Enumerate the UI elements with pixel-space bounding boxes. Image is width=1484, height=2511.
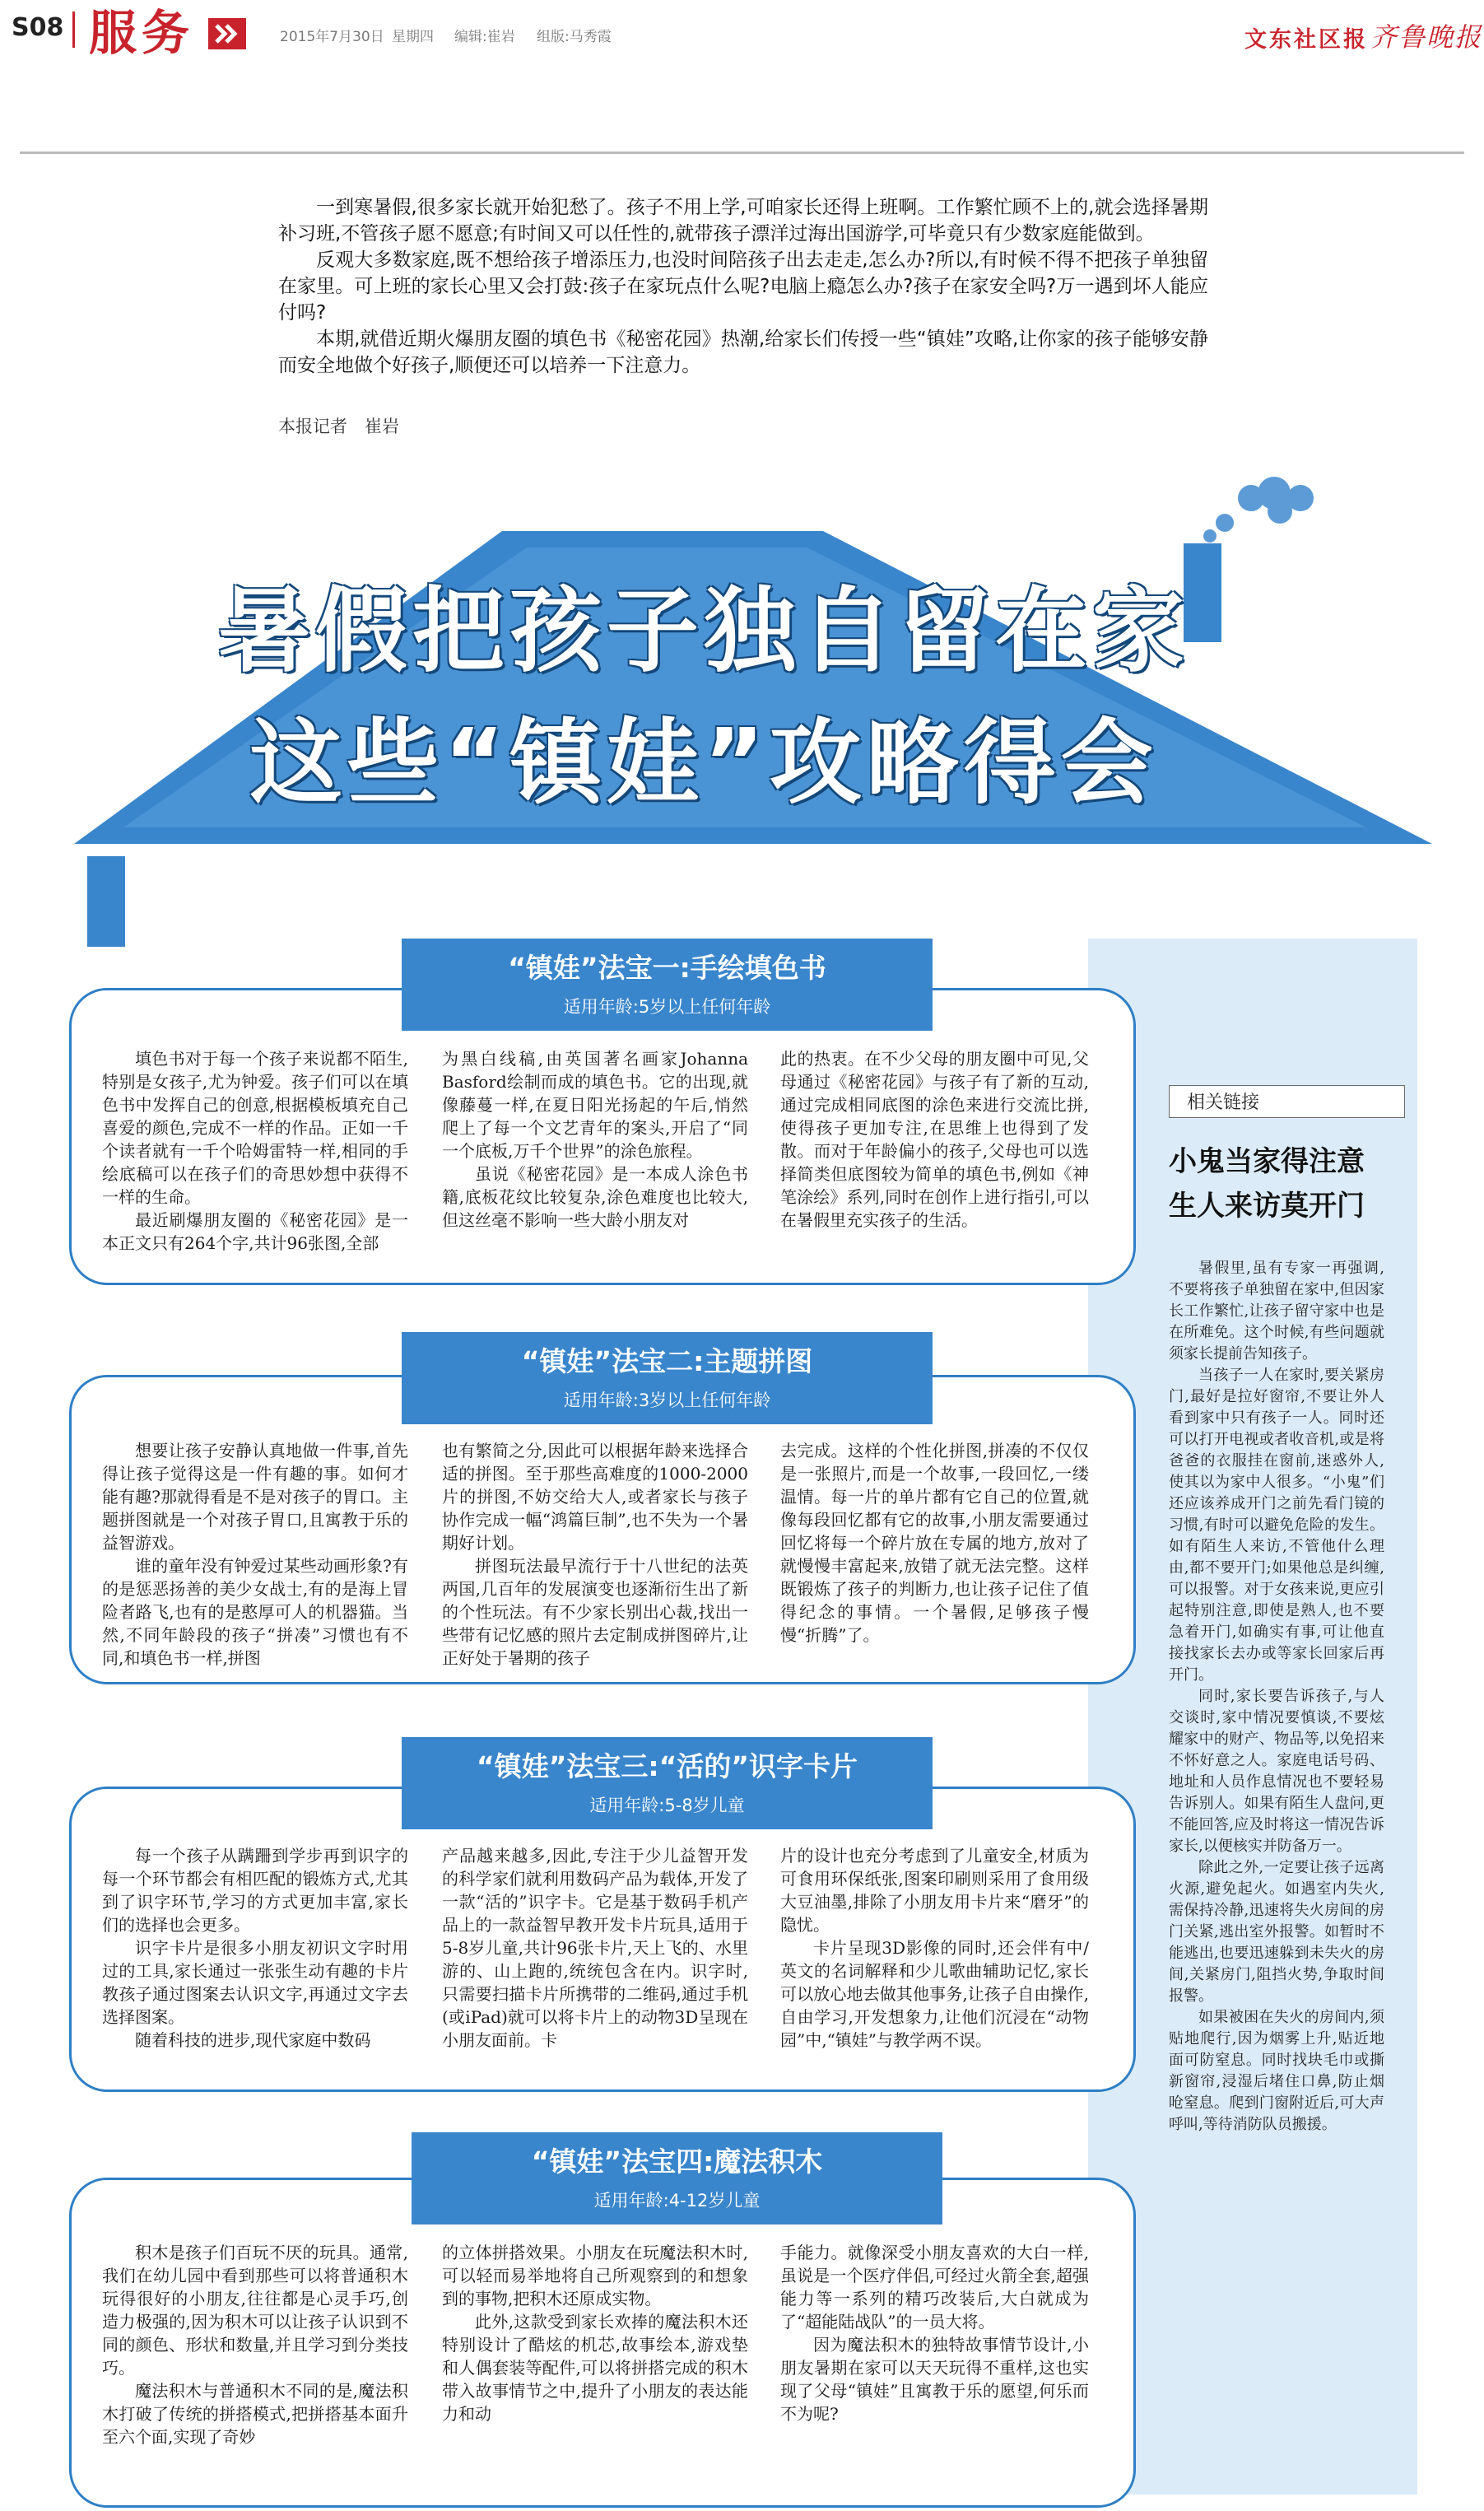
sidebar-body <box>1169 1258 1384 2136</box>
body-paragraph: 拼图玩法最早流行于十八世纪的法英两国,几百年的发展演变也逐渐衍生出了新的个性玩法。有不少家长别出心裁,找出一些带有记忆感的照片去定制成拼图碎片,让正好处于暑期的孩子 <box>442 1556 748 1668</box>
smoke-puff <box>1203 529 1217 543</box>
body-paragraph: 也有繁简之分,因此可以根据年龄来选择合适的拼图。至于那些高难度的1000-2000片的拼图,不妨交给大人,或者家长与孩子协作完成一幅“鸿篇巨制”,也不失为一个暑期好计划。 <box>442 1441 748 1553</box>
headline-line-1: 暑假把孩子独自留在家 <box>218 578 1189 685</box>
section-2-column-3 <box>780 1439 1089 1647</box>
section-1-column-1 <box>102 1047 408 1255</box>
sidebar-title-line: 生人来访莫开门 <box>1169 1190 1365 1223</box>
body-paragraph: 此外,这款受到家长欢捧的魔法积木还特别设计了酷炫的机芯,故事绘本,游戏垫和人偶套装等配件,可以将拼搭完成的积木带入故事情节之中,提升了小朋友的表达能力和动 <box>442 2312 748 2424</box>
body-paragraph: 识字卡片是很多小朋友初识文字时用过的工具,家长通过一张张生动有趣的卡片教孩子通过图案去认识文字,再通过文字去选择图案。 <box>102 1938 408 2027</box>
body-paragraph: 去完成。这样的个性化拼图,拼凑的不仅仅是一张照片,而是一个故事,一段回忆,一缕温情。每一片的单片都有它自己的位置,就像每段回忆都有它的故事,小朋友需要通过回忆将每一个碎片放在专属的地方,放对了就慢慢丰富起来,放错了就无法完整。这样既锻炼了孩子的判断力,也让孩子记住了值得纪念的事情。一个暑假,足够孩子慢慢“折腾”了。 <box>780 1441 1089 1645</box>
section-2-column-1 <box>102 1439 408 1670</box>
headline-line-2: 这些“镇娃”攻略得会 <box>249 710 1158 817</box>
body-paragraph: 最近刷爆朋友圈的《秘密花园》是一本正文只有264个字,共计96张图,全部 <box>102 1210 408 1253</box>
smoke-puff <box>1216 514 1234 532</box>
intro-paragraph: 一到寒暑假,很多家长就开始犯愁了。孩子不用上学,可咱家长还得上班啊。工作繁忙顾不上的,就会选择暑期补习班,不管孩子愿不愿意;有时间又可以任性的,就带孩子漂洋过海出国游学,可毕竟只有少数家庭能做到。 <box>278 197 1208 245</box>
section-3-column-3 <box>780 1844 1089 2052</box>
body-paragraph: 随着科技的进步,现代家庭中数码 <box>135 2030 371 2050</box>
section-3-column-1 <box>102 1844 408 2052</box>
sidebar-title <box>1169 1139 1407 1228</box>
double-chevron-icon <box>208 18 246 49</box>
body-paragraph: 想要让孩子安静认真地做一件事,首先得让孩子觉得这是一件有趣的事。如何才能有趣?那就得看是不是对孩子的胃口。主题拼图就是一个对孩子胃口,且寓教于乐的益智游戏。 <box>102 1441 408 1553</box>
sidebar-paragraph: 当孩子一人在家时,要关紧房门,最好是拉好窗帘,不要让外人看到家中只有孩子一人。同时还可以打开电视或者收音机,或是将爸爸的衣服挂在窗前,迷惑外人,使其以为家中人很多。“小鬼”们还应该养成开门之前先看门镜的习惯,有时可以避免危险的发生。如有陌生人来访,不管他什么理由,都不要开门;如果他总是纠缠,可以报警。对于女孩来说,更应引起特别注意,即使是熟人,也不要急着开门,如确实有事,可让他直接找家长去办或等家长回家后再开门。 <box>1169 1367 1384 1684</box>
body-paragraph: 手能力。就像深受小朋友喜欢的大白一样,虽说是一个医疗伴侣,可经过火箭全套,超强能力等一系列的精巧改装后,大白就成为了“超能陆战队”的一员大将。 <box>780 2243 1089 2332</box>
byline: 本报记者 崔岩 <box>278 417 399 436</box>
header-divider <box>72 12 75 48</box>
sidebar-paragraph: 同时,家长要告诉孩子,与人交谈时,家中情况要慎谈,不要炫耀家中的财产、物品等,以免招来不怀好意之人。家庭电话号码、地址和人员作息情况也不要轻易告诉别人。如果有陌生人盘问,更不能回答,应及时将这一情况告诉家长,以便核实并防备万一。 <box>1169 1688 1384 1855</box>
section-1-column-2 <box>442 1047 748 1232</box>
body-paragraph: 魔法积木与普通积木不同的是,魔法积木打破了传统的拼搭模式,把拼搭基本面升至六个面,实现了奇妙 <box>102 2381 408 2447</box>
intro-paragraph: 本期,就借近期火爆朋友圈的填色书《秘密花园》热潮,给家长们传授一些“镇娃”攻略,让你家的孩子能够安静而安全地做个好孩子,顺便还可以培养一下注意力。 <box>278 328 1208 376</box>
body-paragraph: 填色书对于每一个孩子来说都不陌生,特别是女孩子,尤为钟爱。孩子们可以在填色书中发挥自己的创意,根据模板填充自己喜爱的颜色,完成不一样的作品。正如一千个读者就有一千个哈姆雷特一样,相同的手绘底稿可以在孩子们的奇思妙想中获得不一样的生命。 <box>102 1049 408 1207</box>
sidebar-paragraph: 除此之外,一定要让孩子远离火源,避免起火。如遇室内失火,需保持冷静,迅速将失火房间的房门关紧,逃出室外报警。如暂时不能逃出,也要迅速躲到未失火的房间,关紧房门,阻挡火势,争取时间报警。 <box>1169 1859 1384 2005</box>
header-rule <box>20 151 1464 154</box>
body-paragraph: 积木是孩子们百玩不厌的玩具。通常,我们在幼儿园中看到那些可以将普通积木玩得很好的小朋友,往往都是心灵手巧,创造力极强的,因为积木可以让孩子认识到不同的颜色、形状和数量,并且学习到分类技巧。 <box>102 2243 408 2378</box>
body-paragraph: 卡片呈现3D影像的同时,还会伴有中/英文的名词解释和少儿歌曲辅助记忆,家长可以放心地去做其他事务,让孩子自由操作,自由学习,开发想象力,让他们沉浸在“动物园”中,“镇娃”与教学两不误。 <box>780 1938 1089 2050</box>
issue-weekday: 星期四 <box>392 29 434 45</box>
section-2-age: 适用年龄:3岁以上任何年龄 <box>563 1391 771 1410</box>
layout-credit: 组版:马秀霞 <box>537 29 612 45</box>
house-wall-left <box>87 856 125 947</box>
section-2-column-2 <box>442 1439 748 1670</box>
page-number: S08 <box>12 13 64 42</box>
intro-text <box>278 194 1208 379</box>
body-paragraph: 片的设计也充分考虑到了儿童安全,材质为可食用环保纸张,图案印刷则采用了食用级大豆油墨,排除了小朋友用卡片来“磨牙”的隐忧。 <box>780 1846 1089 1935</box>
section-4-column-1 <box>102 2241 408 2448</box>
sidebar-title-line: 小鬼当家得注意 <box>1169 1145 1365 1178</box>
smoke-puff <box>1268 499 1292 524</box>
sidebar-paragraph: 如果被困在失火的房间内,须贴地爬行,因为烟雾上升,贴近地面可防窒息。同时找块毛巾或撕新窗帘,浸湿后堵住口鼻,防止烟呛窒息。爬到门窗附近后,可大声呼叫,等待消防队员搬援。 <box>1169 2009 1384 2133</box>
section-4-age: 适用年龄:4-12岁儿童 <box>593 2191 761 2211</box>
body-paragraph: 虽说《秘密花园》是一本成人涂色书籍,底板花纹比较复杂,涂色难度也比较大,但这丝毫不影响一些大龄小朋友对 <box>442 1164 748 1230</box>
section-4-column-3 <box>780 2241 1089 2425</box>
body-paragraph: 此的热衷。在不少父母的朋友圈中可见,父母通过《秘密花园》与孩子有了新的互动,通过完成相同底图的涂色来进行交流比拼,使得孩子更加专注,在思维上也得到了发散。而对于年龄偏小的孩子,父母也可以选择简类但底图较为简单的填色书,例如《神笔涂绘》系列,同时在创作上进行指引,可以在暑假里充实孩子的生活。 <box>780 1049 1089 1230</box>
section-1-age: 适用年龄:5岁以上任何年龄 <box>563 997 771 1017</box>
section-3-age: 适用年龄:5-8岁儿童 <box>589 1796 745 1815</box>
section-1-column-3 <box>780 1047 1089 1232</box>
section-1-title: “镇娃”法宝一:手绘填色书 <box>508 952 826 984</box>
body-paragraph: 谁的童年没有钟爱过某些动画形象?有的是惩恶扬善的美少女战士,有的是海上冒险者路飞,也有的是憨厚可人的机器猫。当然,不同年龄段的孩子“拼凑”习惯也有不同,和填色书一样,拼图 <box>102 1556 408 1668</box>
section-3-column-2 <box>442 1844 748 2052</box>
newspaper-logo: 齐鲁晚报 <box>1370 21 1483 53</box>
intro-paragraph: 反观大多数家庭,既不想给孩子增添压力,也没时间陪孩子出去走走,怎么办?所以,有时候不得不把孩子单独留在家里。可上班的家长心里又会打鼓:孩子在家玩点什么呢?电脑上瘾怎么办?孩子在家安全吗?万一遇到坏人能应付吗? <box>278 249 1208 324</box>
section-title: 服务 <box>89 5 195 61</box>
body-paragraph: 为黑白线稿,由英国著名画家Johanna Basford绘制而成的填色书。它的出现,就像藤蔓一样,在夏日阳光扬起的午后,悄然爬上了每一个文艺青年的案头,开启了“同一个底板,万千个世界”的涂色旅程。 <box>442 1049 748 1161</box>
community-brand: 文东社区报 <box>1244 27 1368 53</box>
section-2-title: “镇娃”法宝二:主题拼图 <box>521 1345 813 1377</box>
issue-date: 2015年7月30日 <box>280 29 384 45</box>
body-paragraph: 因为魔法积木的独特故事情节设计,小朋友暑期在家可以天天玩得不重样,这也实现了父母“镇娃”且寓教于乐的愿望,何乐而不为呢? <box>780 2335 1089 2424</box>
sidebar-paragraph: 暑假里,虽有专家一再强调,不要将孩子单独留在家中,但因家长工作繁忙,让孩子留守家中也是在所难免。这个时候,有些问题就须家长提前告知孩子。 <box>1169 1260 1384 1363</box>
body-paragraph: 的立体拼搭效果。小朋友在玩魔法积木时,可以轻而易举地将自己所观察到的和想象到的事物,把积木还原成实物。 <box>442 2243 748 2308</box>
section-4-column-2 <box>442 2241 748 2425</box>
section-3-title: “镇娃”法宝三:“活的”识字卡片 <box>477 1750 858 1782</box>
section-4-title: “镇娃”法宝四:魔法积木 <box>531 2145 823 2178</box>
body-paragraph: 每一个孩子从蹒跚到学步再到识字的每一个环节都会有相匹配的锻炼方式,尤其到了识字环节,学习的方式更加丰富,家长们的选择也会更多。 <box>102 1846 408 1935</box>
editor-credit: 编辑:崔岩 <box>454 29 515 45</box>
body-paragraph: 产品越来越多,因此,专注于少儿益智开发的科学家们就利用数码产品为载体,开发了一款“活的”识字卡。它是基于数码手机产品上的一款益智早教开发卡片玩具,适用于5-8岁儿童,共计96张卡片,天上飞的、水里游的、山上跑的,统统包含在内。识字时,只需要扫描卡片所携带的二维码,通过手机(或iPad)就可以将卡片上的动物3D呈现在小朋友面前。卡 <box>442 1846 748 2050</box>
related-link-label: 相关链接 <box>1187 1092 1260 1113</box>
